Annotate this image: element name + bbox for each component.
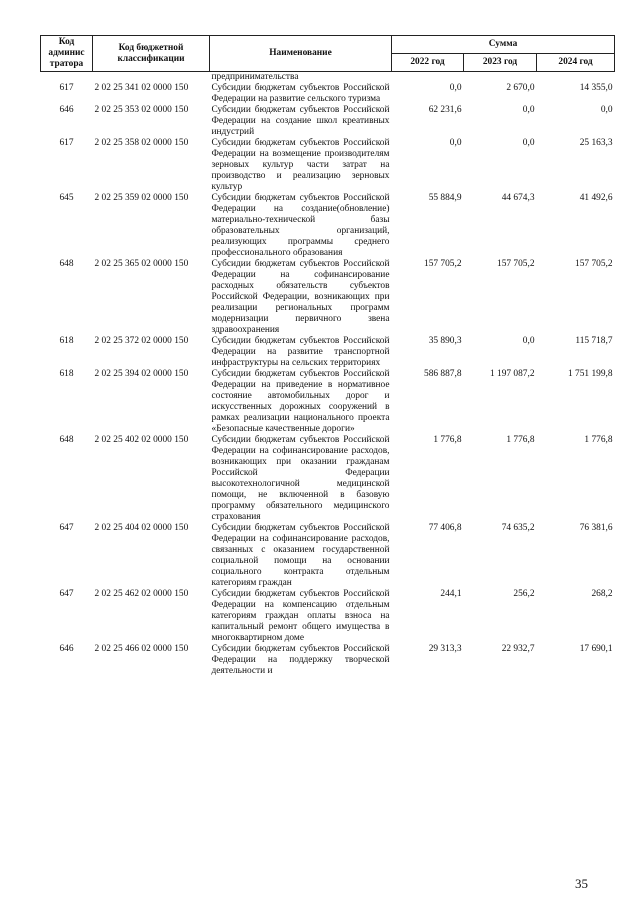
sum-2023-cell: 1 197 087,2 [489,369,535,379]
sum-2022-cell: 55 884,9 [428,193,462,203]
budget-code-cell: 2 02 25 372 02 0000 150 [94,336,189,346]
admin-code-cell: 618 [59,369,74,379]
sum-2023-cell: 74 635,2 [501,523,535,533]
table-row [41,589,615,644]
sum-2022-cell: 586 887,8 [424,369,462,379]
sum-2024-cell: 1 776,8 [584,435,613,445]
admin-code-cell: 646 [59,105,74,115]
budget-code-cell: 2 02 25 359 02 0000 150 [94,193,189,203]
admin-code-cell: 645 [59,193,74,203]
table-row [41,193,615,259]
table-row [41,369,615,435]
sum-2024-cell: 268,2 [591,589,613,599]
budget-code-cell: 2 02 25 394 02 0000 150 [94,369,189,379]
sum-2024-cell: 157 705,2 [575,259,613,269]
sum-2023-cell: 0,0 [522,105,535,115]
sum-2022-cell: 35 890,3 [428,336,462,346]
admin-code-cell: 646 [59,644,74,654]
budget-code-cell: 2 02 25 358 02 0000 150 [94,138,189,148]
table-row [41,435,615,523]
table-row [41,644,615,677]
sum-2024-cell: 0,0 [600,105,613,115]
admin-code-cell: 647 [59,589,74,599]
name-cell: Субсидии бюджетам субъектов Российской Федерации на софинансирование расходов, связанных с оказанием государственной социальной помощи на основании социального контракта отдельным категориям граждан [211,523,390,588]
admin-code-cell: 647 [59,523,74,533]
sum-2024-cell: 25 163,3 [579,138,613,148]
table-row [41,83,615,105]
sum-2024-cell: 76 381,6 [579,523,613,533]
sum-2024-cell: 17 690,1 [579,644,613,654]
sum-2023-cell: 0,0 [522,138,535,148]
name-cell: Субсидии бюджетам субъектов Российской Федерации на возмещение производителям зерновых культур части затрат на производство и реализацию зерновых культур [211,138,390,192]
budget-code-cell: 2 02 25 404 02 0000 150 [94,523,189,533]
table-header [41,36,615,72]
sum-2022-cell: 0,0 [449,138,462,148]
sum-2024-cell: 115 718,7 [575,336,613,346]
header-year-2023: 2023 год [464,54,537,72]
sum-2024-cell: 41 492,6 [579,193,613,203]
name-cell: Субсидии бюджетам субъектов Российской Федерации на приведение в нормативное состояние автомобильных дорог и искусственных дорожных сооружений в рамках реализации национального проекта «Безопасные качественные дороги» [211,369,390,434]
sum-2023-cell: 2 670,0 [506,83,535,93]
sum-2022-cell: 1 776,8 [433,435,462,445]
sum-2022-cell: 157 705,2 [424,259,462,269]
header-name: Наименование [210,36,392,72]
sum-2023-cell: 0,0 [522,336,535,346]
sum-2024-cell: 14 355,0 [579,83,613,93]
table-row [41,259,615,336]
name-cell: Субсидии бюджетам субъектов Российской Федерации на создание(обновление) материально-технической базы образовательных организаций, реализующих программы среднего профессионального образования [211,193,390,258]
sum-2024-cell: 1 751 199,8 [568,369,613,379]
sum-2022-cell: 77 406,8 [428,523,462,533]
budget-code-cell: 2 02 25 341 02 0000 150 [94,83,189,93]
budget-code-cell: 2 02 25 402 02 0000 150 [94,435,189,445]
sum-2022-cell: 244,1 [440,589,462,599]
table-body [41,72,615,678]
admin-code-cell: 648 [59,259,74,269]
table-row [41,336,615,369]
budget-code-cell: 2 02 25 353 02 0000 150 [94,105,189,115]
sum-2023-cell: 44 674,3 [501,193,535,203]
name-cell: Субсидии бюджетам субъектов Российской Федерации на софинансирование расходов, возникающих при оказании гражданам Российской Федерации высокотехнологичной медицинской помощи, не включенной в базовую программу обязательного медицинского страхования [211,435,390,522]
page-number: 35 [575,876,588,891]
table-row [41,105,615,138]
sum-2023-cell: 22 932,7 [501,644,535,654]
header-admin-code: Код админис тратора [41,36,93,72]
sum-2023-cell: 256,2 [513,589,535,599]
name-cell: Субсидии бюджетам субъектов Российской Федерации на компенсацию отдельным категориям граждан оплаты взноса на капитальный ремонт общего имущества в многоквартирном доме [211,589,390,643]
sum-2023-cell: 157 705,2 [497,259,535,269]
admin-code-cell: 617 [59,138,74,148]
sum-2022-cell: 62 231,6 [428,105,462,115]
table-row [41,138,615,193]
name-cell: Субсидии бюджетам субъектов Российской Федерации на софинансирование расходных обязательств субъектов Российской Федерации, возникающих при реализации региональных программ модернизации первичного звена здравоохранения [211,259,390,335]
sum-2023-cell: 1 776,8 [506,435,535,445]
name-cell: Субсидии бюджетам субъектов Российской Федерации на развитие сельского туризма [211,83,390,104]
name-cell: Субсидии бюджетам субъектов Российской Федерации на создание школ креативных индустрий [211,105,390,137]
admin-code-cell: 618 [59,336,74,346]
budget-code-cell: 2 02 25 462 02 0000 150 [94,589,189,599]
budget-code-cell: 2 02 25 365 02 0000 150 [94,259,189,269]
name-cell: Субсидии бюджетам субъектов Российской Федерации на развитие транспортной инфраструктуры на сельских территориях [211,336,390,368]
budget-code-cell: 2 02 25 466 02 0000 150 [94,644,189,654]
header-year-2022: 2022 год [392,54,464,72]
sum-2022-cell: 29 313,3 [428,644,462,654]
continuation-row [41,72,615,84]
name-cell: Субсидии бюджетам субъектов Российской Федерации на поддержку творческой деятельности и [211,644,390,676]
budget-table [40,35,615,677]
admin-code-cell: 648 [59,435,74,445]
sum-2022-cell: 0,0 [449,83,462,93]
header-budget-code: Код бюджетной классификации [93,36,210,72]
admin-code-cell: 617 [59,83,74,93]
table-row [41,523,615,589]
header-sum: Сумма [392,36,615,54]
continuation-text: предпринимательства [211,72,299,82]
header-year-2024: 2024 год [537,54,615,72]
